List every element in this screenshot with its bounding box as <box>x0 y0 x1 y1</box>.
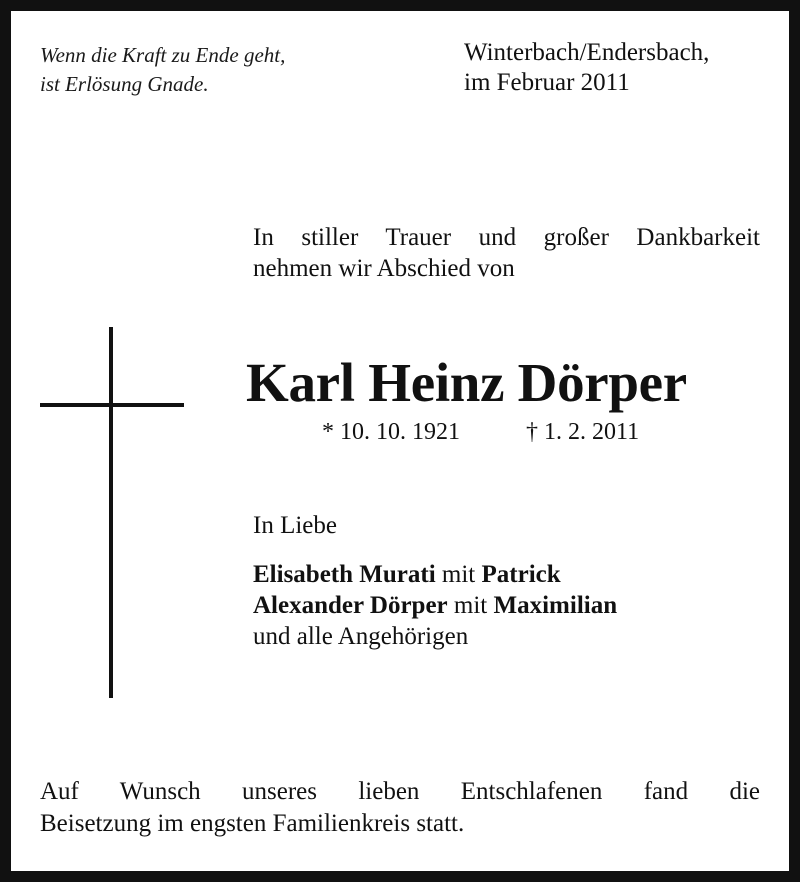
funeral-notice <box>40 776 760 840</box>
motto-quote <box>40 41 420 99</box>
family-signature <box>253 510 773 652</box>
cross-icon-bar <box>40 403 184 407</box>
family-row-3: und alle Angehörigen <box>253 623 469 650</box>
cross-icon <box>109 327 113 698</box>
date-line: im Februar 2011 <box>464 69 630 96</box>
motto-line-1: Wenn die Kraft zu Ende geht, <box>40 43 286 67</box>
family-row-2 <box>253 590 773 621</box>
joiner-text: mit <box>447 592 494 619</box>
intro-line-2: nehmen wir Abschied von <box>253 255 515 282</box>
greeting: In Liebe <box>253 512 337 539</box>
family-row-1 <box>253 559 773 590</box>
intro-line-1: In stiller Trauer und großer Dankbarkeit <box>253 224 760 251</box>
place-and-date <box>464 38 784 98</box>
relative-name: Patrick <box>481 561 561 588</box>
birth-date: * 10. 10. 1921 <box>322 419 460 445</box>
joiner-text: mit <box>435 561 482 588</box>
intro-text <box>253 222 760 284</box>
death-date: † 1. 2. 2011 <box>526 419 640 445</box>
deceased-name: Karl Heinz Dörper <box>246 352 687 413</box>
place-line: Winterbach/Endersbach, <box>464 39 710 66</box>
relative-name: Alexander Dörper <box>253 592 448 619</box>
relative-name: Maximilian <box>493 592 618 619</box>
notice-line-1: Auf Wunsch unseres lieben Entschlafenen fand die <box>40 778 760 805</box>
motto-line-2: ist Erlösung Gnade. <box>40 72 209 96</box>
notice-line-2: Beisetzung im engsten Familienkreis statt. <box>40 810 465 837</box>
relative-name: Elisabeth Murati <box>253 561 436 588</box>
